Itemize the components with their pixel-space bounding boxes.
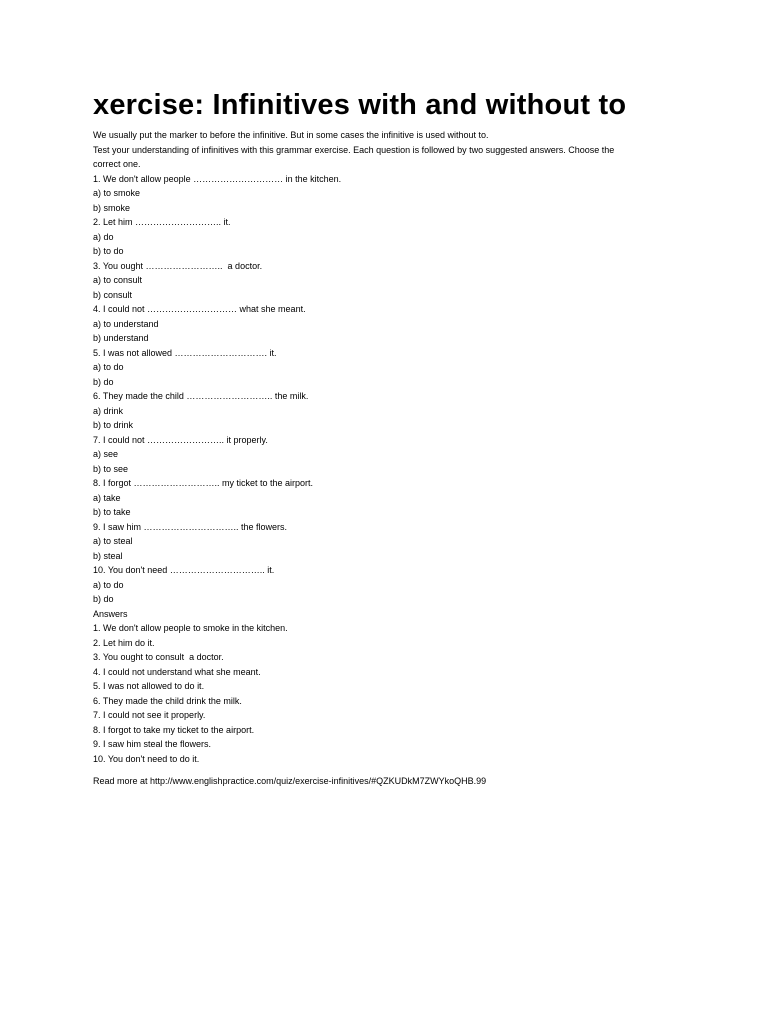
- option-line: b) steal: [93, 550, 123, 561]
- answer-line: 7. I could not see it properly.: [93, 710, 206, 720]
- option-line: a) take: [93, 492, 121, 503]
- option-line: b) to see: [93, 463, 129, 474]
- question-line: 6. They made the child ……………………….. the milk.: [93, 391, 309, 401]
- answers-list: [93, 621, 728, 766]
- intro-line: Test your understanding of infinitives with this grammar exercise. Each question is followed by two suggested answers. Choose the: [93, 144, 615, 155]
- document-title: xercise: Infinitives with and without to: [93, 89, 627, 121]
- option-line: a) to do: [93, 579, 124, 590]
- option-line: b) smoke: [93, 202, 131, 213]
- intro-block: [93, 128, 728, 172]
- option-line: b) consult: [93, 289, 133, 300]
- answer-line: 8. I forgot to take my ticket to the airport.: [93, 724, 255, 735]
- answer-line: 6. They made the child drink the milk.: [93, 695, 242, 706]
- question-line: 5. I was not allowed …………………………. it.: [93, 347, 277, 358]
- option-line: b) to take: [93, 507, 131, 517]
- answer-line: 1. We don't allow people to smoke in the kitchen.: [93, 623, 288, 633]
- read-more-link[interactable]: Read more at http://www.englishpractice.com/quiz/exercise-infinitives/#QZKUDkM7ZWYkoQHB.99: [93, 776, 487, 786]
- answer-line: 10. You don't need to do it.: [93, 753, 200, 764]
- answer-line: 2. Let him do it.: [93, 637, 155, 648]
- questions-list: [93, 172, 728, 607]
- intro-line: We usually put the marker to before the infinitive. But in some cases the infinitive is used without to.: [93, 130, 489, 140]
- question-line: 3. You ought …………………….. a doctor.: [93, 260, 263, 271]
- question-line: 2. Let him ……………………….. it.: [93, 217, 231, 227]
- option-line: b) do: [93, 594, 114, 604]
- answer-line: 4. I could not understand what she meant.: [93, 666, 261, 677]
- option-line: a) to understand: [93, 318, 159, 329]
- option-line: a) to do: [93, 362, 124, 372]
- answer-line: 3. You ought to consult a doctor.: [93, 652, 224, 662]
- option-line: a) to consult: [93, 275, 143, 285]
- option-line: b) to drink: [93, 420, 134, 430]
- option-line: b) understand: [93, 333, 149, 343]
- question-line: 4. I could not ………………………… what she meant.: [93, 304, 306, 314]
- answer-line: 9. I saw him steal the flowers.: [93, 739, 212, 749]
- option-line: a) do: [93, 231, 114, 242]
- answer-line: 5. I was not allowed to do it.: [93, 681, 205, 691]
- intro-line: correct one.: [93, 159, 141, 169]
- question-line: 1. We don't allow people ………………………… in the kitchen.: [93, 173, 342, 184]
- question-line: 9. I saw him ………………………….. the flowers.: [93, 521, 288, 532]
- option-line: a) to steal: [93, 536, 133, 546]
- option-line: b) to do: [93, 246, 124, 256]
- question-line: 8. I forgot ……………………….. my ticket to the airport.: [93, 478, 314, 488]
- question-line: 7. I could not …………………….. it properly.: [93, 434, 268, 445]
- answers-heading: Answers: [93, 608, 128, 619]
- option-line: b) do: [93, 376, 114, 387]
- option-line: a) drink: [93, 405, 124, 416]
- option-line: a) see: [93, 449, 119, 459]
- question-line: 10. You don't need ………………………….. it.: [93, 565, 275, 575]
- option-line: a) to smoke: [93, 188, 141, 198]
